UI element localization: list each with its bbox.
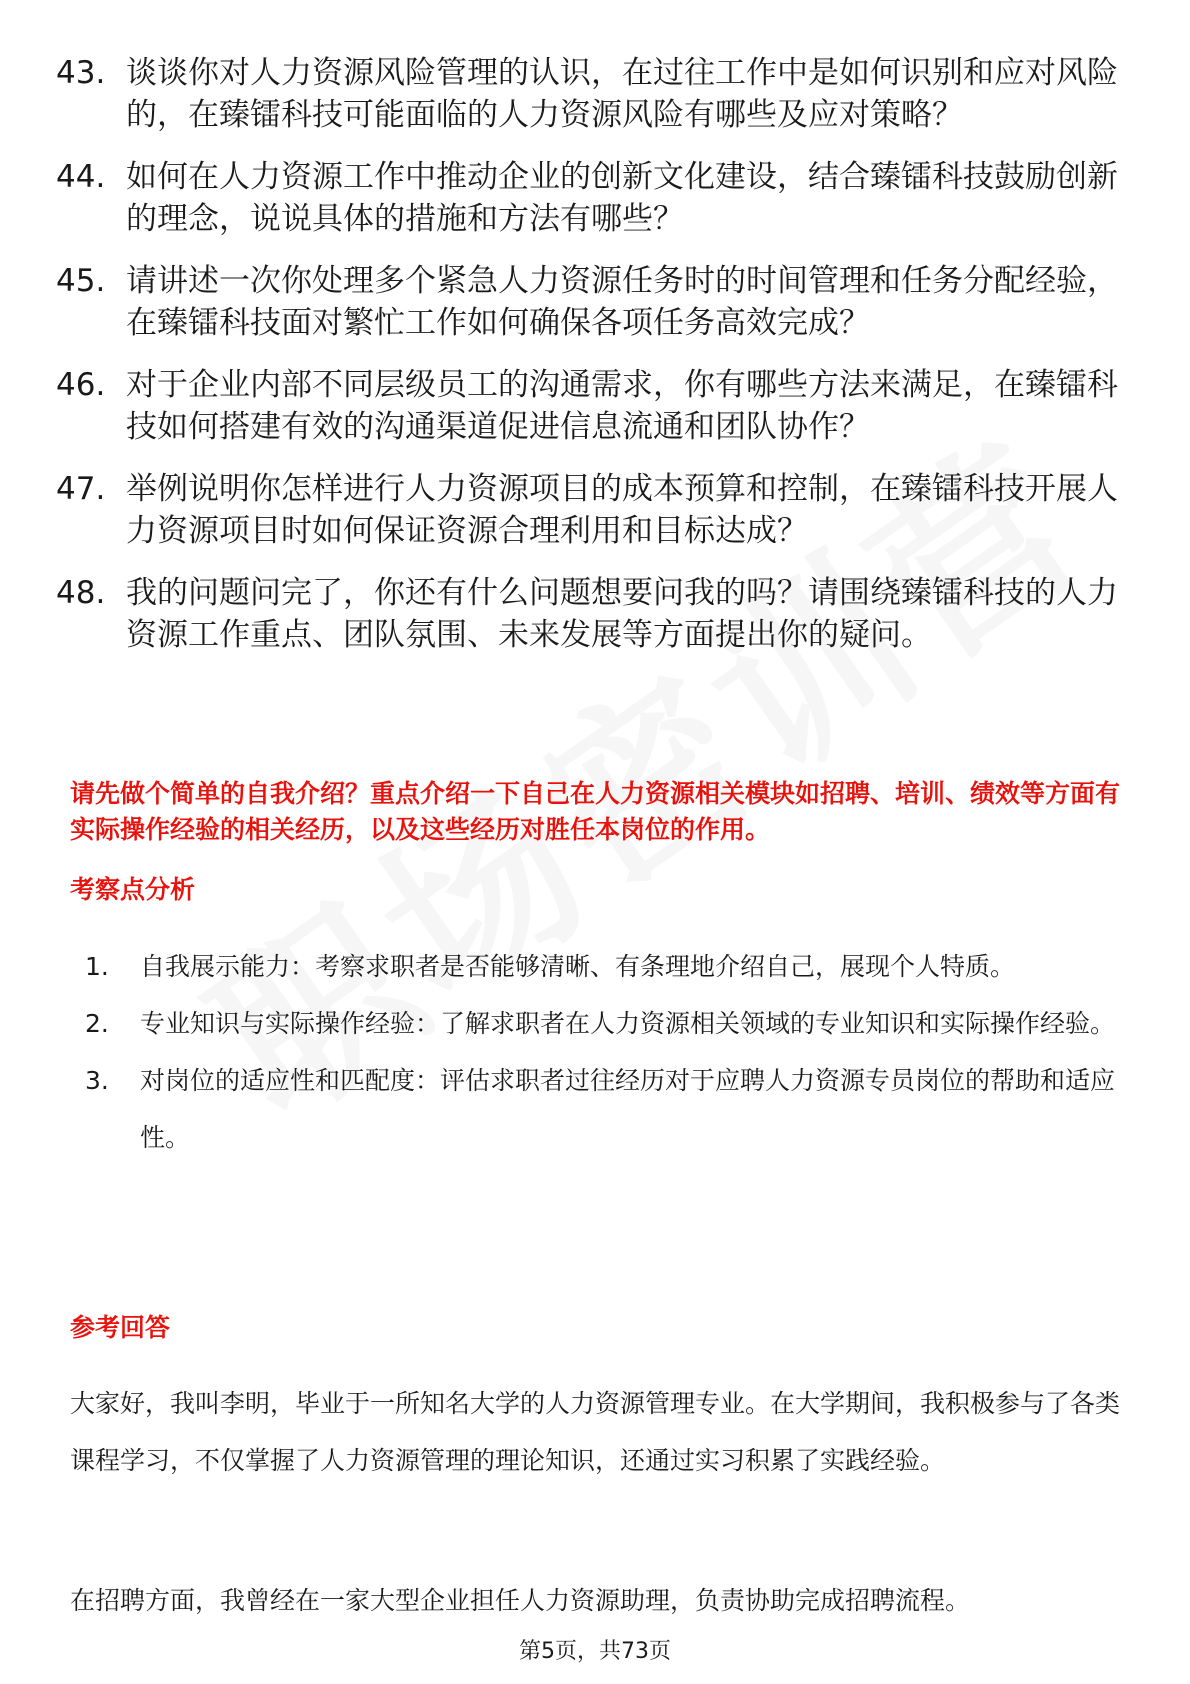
analysis-item [70,995,1130,1052]
page-number: 第5页，共73页 [519,1639,671,1664]
analysis-number: 1. [85,952,109,981]
analysis-number: 2. [85,1009,109,1038]
answer-paragraph: 在招聘方面，我曾经在一家大型企业担任人力资源助理，负责协助完成招聘流程。 [70,1586,971,1615]
question-text: 对于企业内部不同层级员工的沟通需求，你有哪些方法来满足，在臻镭科技如何搭建有效的沟通渠道促进信息流通和团队协作？ [126,367,1118,445]
question-text: 如何在人力资源工作中推动企业的创新文化建设，结合臻镭科技鼓励创新的理念，说说具体的措施和方法有哪些？ [126,159,1118,237]
analysis-item [70,1052,1130,1166]
question-text: 举例说明你怎样进行人力资源项目的成本预算和控制，在臻镭科技开展人力资源项目时如何保证资源合理利用和目标达成？ [126,471,1118,549]
analysis-text: 专业知识与实际操作经验：了解求职者在人力资源相关领域的专业知识和实际操作经验。 [140,1009,1116,1038]
question-number: 47. [56,471,106,507]
question-text: 请讲述一次你处理多个紧急人力资源任务时的时间管理和任务分配经验，在臻镭科技面对繁忙工作如何确保各项任务高效完成？ [126,263,1118,341]
question-number: 43. [56,55,106,91]
featured-question: 请先做个简单的自我介绍？重点介绍一下自己在人力资源相关模块如招聘、培训、绩效等方面有实际操作经验的相关经历，以及这些经历对胜任本岗位的作用。 [70,779,1121,844]
analysis-title: 考察点分析 [70,875,196,904]
question-number: 44. [56,159,106,195]
answer-title: 参考回答 [70,1313,171,1342]
question-number: 46. [56,367,106,403]
question-item [56,468,1146,552]
question-list [56,52,1146,676]
analysis-item [70,938,1130,995]
question-number: 45. [56,263,106,299]
analysis-text: 自我展示能力：考察求职者是否能够清晰、有条理地介绍自己，展现个人特质。 [140,952,1016,981]
question-number: 48. [56,575,106,611]
question-item [56,364,1146,448]
question-item [56,572,1146,656]
question-item [56,260,1146,344]
question-item [56,156,1146,240]
question-text: 谈谈你对人力资源风险管理的认识，在过往工作中是如何识别和应对风险的，在臻镭科技可能面临的人力资源风险有哪些及应对策略？ [126,55,1118,133]
analysis-number: 3. [85,1066,109,1095]
answer-paragraph: 大家好，我叫李明，毕业于一所知名大学的人力资源管理专业。在大学期间，我积极参与了各类课程学习，不仅掌握了人力资源管理的理论知识，还通过实习积累了实践经验。 [70,1389,1121,1475]
question-text: 我的问题问完了，你还有什么问题想要问我的吗？请围绕臻镭科技的人力资源工作重点、团队氛围、未来发展等方面提出你的疑问。 [126,575,1118,653]
analysis-list [70,938,1130,1166]
analysis-text: 对岗位的适应性和匹配度：评估求职者过往经历对于应聘人力资源专员岗位的帮助和适应性。 [140,1066,1116,1152]
question-item [56,52,1146,136]
